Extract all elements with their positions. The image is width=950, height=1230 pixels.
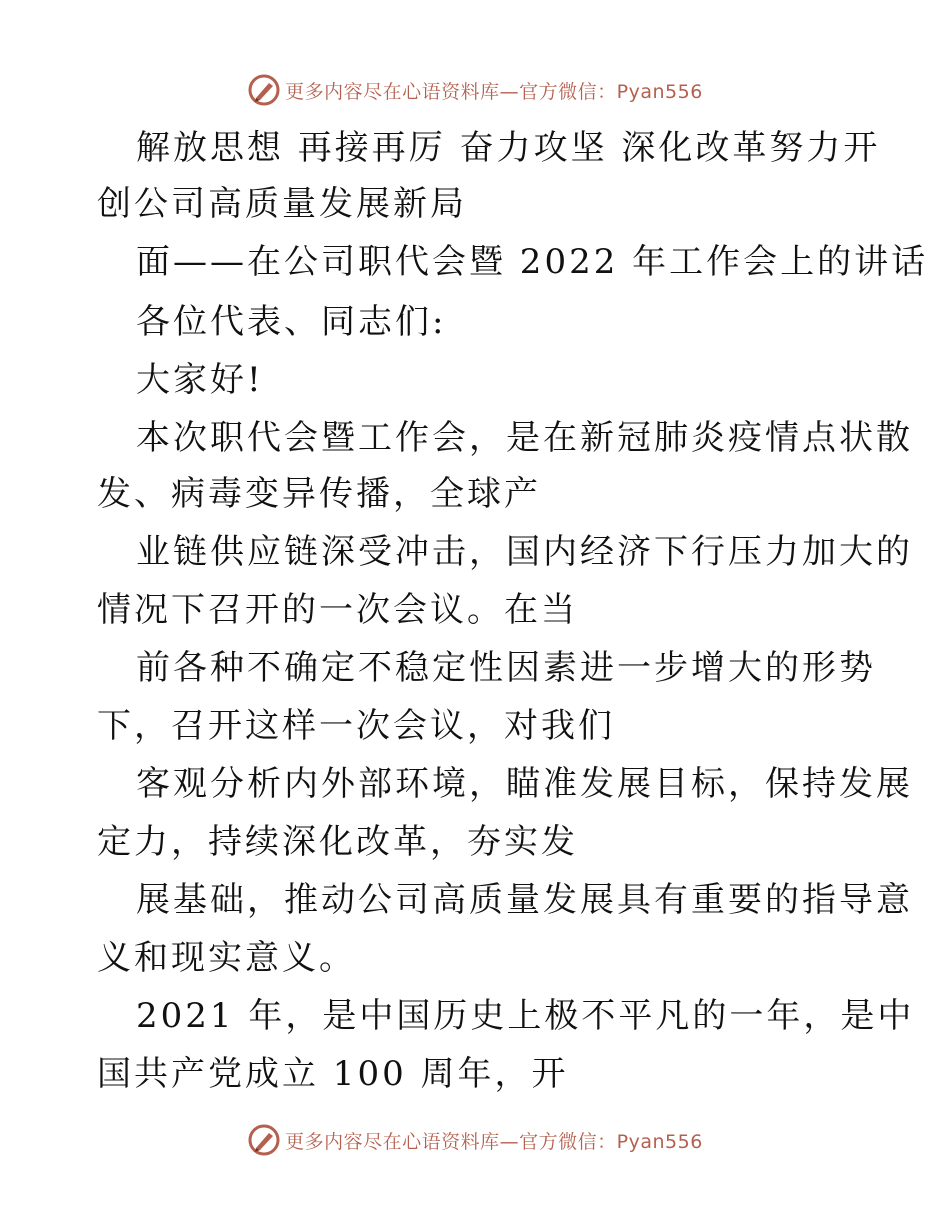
paragraph-line: 义和现实意义。 (97, 938, 356, 978)
paragraph-line: 业链供应链深受冲击，国内经济下行压力加大的 (136, 532, 913, 572)
subtitle-line: 面——在公司职代会暨 2022 年工作会上的讲话 (136, 242, 929, 282)
title-line-1: 解放思想 再接再厉 奋力攻坚 深化改革努力开 (136, 128, 881, 168)
paragraph-line: 客观分析内外部环境，瞄准发展目标，保持发展 (136, 764, 913, 804)
footer-watermark (0, 1120, 950, 1160)
paragraph-line: 2021 年，是中国历史上极不平凡的一年，是中 (136, 996, 915, 1036)
salutation-line: 各位代表、同志们: (136, 302, 447, 342)
watermark-text: 更多内容尽在心语资料库—官方微信：Pyan556 (285, 80, 703, 103)
watermark-text: 更多内容尽在心语资料库—官方微信：Pyan556 (285, 1130, 703, 1153)
title-line-2: 创公司高质量发展新局 (97, 184, 467, 224)
paragraph-line: 发、病毒变异传播，全球产 (97, 474, 541, 514)
paragraph-line: 国共产党成立 100 周年，开 (97, 1054, 569, 1094)
paragraph-line: 展基础，推动公司高质量发展具有重要的指导意 (136, 880, 913, 920)
paragraph-line: 下，召开这样一次会议，对我们 (97, 706, 615, 746)
paragraph-line: 定力，持续深化改革，夯实发 (97, 822, 578, 862)
paragraph-line: 前各种不确定不稳定性因素进一步增大的形势 (136, 648, 876, 688)
paragraph-line: 本次职代会暨工作会，是在新冠肺炎疫情点状散 (136, 418, 913, 458)
pen-circle-logo-icon (247, 1123, 281, 1157)
paragraph-line: 情况下召开的一次会议。在当 (97, 590, 578, 630)
greeting-line: 大家好! (136, 360, 264, 400)
